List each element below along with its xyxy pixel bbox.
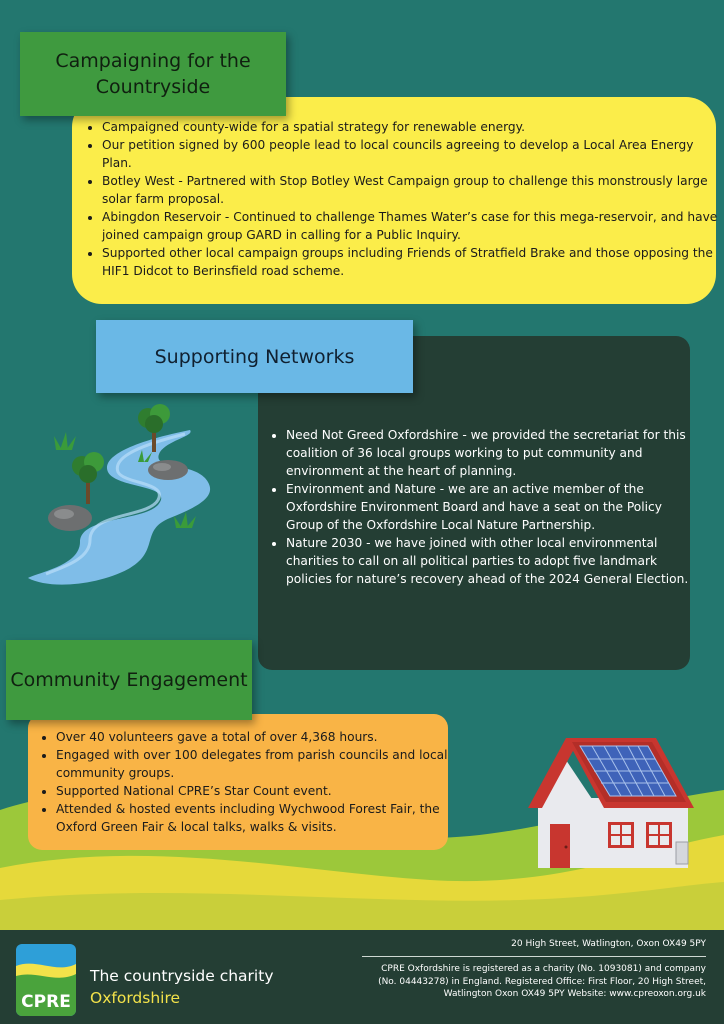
footer-divider bbox=[362, 956, 706, 957]
river-illustration bbox=[20, 400, 250, 600]
list-item: • Need Not Greed Oxfordshire - we provided the secretariat for this coalition of 36 local groups working to put community and environment at the heart of planning. bbox=[286, 426, 696, 480]
list-item: • Attended & hosted events including Wychwood Forest Fair, the Oxford Green Fair & local talks, walks & visits. bbox=[56, 800, 456, 836]
address: 20 High Street, Watlington, Oxon OX49 5PY bbox=[511, 939, 706, 949]
registration-info: CPRE Oxfordshire is registered as a charity (No. 1093081) and company (No. 04443278) in England. Registered Office: First Floor, 20 High Street, Watlington Oxon OX49 5PY Website: www.cpreoxon.org.uk bbox=[378, 964, 706, 999]
campaigning-list bbox=[88, 118, 720, 280]
tagline: The countryside charity bbox=[90, 967, 274, 985]
list-item: • Over 40 volunteers gave a total of over 4,368 hours. bbox=[56, 728, 456, 746]
rock-icon bbox=[148, 460, 188, 480]
campaigning-title: Campaigning for the Countryside bbox=[20, 32, 286, 116]
logo-text: CPRE bbox=[21, 992, 71, 1012]
networks-list bbox=[272, 426, 696, 588]
rock-icon bbox=[48, 505, 92, 531]
list-item: • Abingdon Reservoir - Continued to challenge Thames Water’s case for this mega-reservoir, and have joined campaign group GARD in calling for a Public Inquiry. bbox=[102, 208, 720, 244]
list-item: • Campaigned county-wide for a spatial strategy for renewable energy. bbox=[102, 118, 720, 136]
list-item: • Environment and Nature - we are an active member of the Oxfordshire Environment Board and have a seat on the Policy Group of the Oxfordshire Local Nature Partnership. bbox=[286, 480, 696, 534]
list-item: • Supported other local campaign groups including Friends of Stratfield Brake and those opposing the HIF1 Didcot to Berinsfield road scheme. bbox=[102, 244, 720, 280]
community-title: Community Engagement bbox=[6, 640, 252, 720]
list-item: • Our petition signed by 600 people lead to local councils agreeing to develop a Local Area Energy Plan. bbox=[102, 136, 720, 172]
list-item: • Engaged with over 100 delegates from parish councils and local community groups. bbox=[56, 746, 456, 782]
region-name: Oxfordshire bbox=[90, 989, 181, 1007]
list-item: • Botley West - Partnered with Stop Botley West Campaign group to challenge this monstrously large solar farm proposal. bbox=[102, 172, 720, 208]
list-item: • Nature 2030 - we have joined with other local environmental charities to call on all political parties to adopt five landmark policies for nature’s recovery ahead of the 2024 General Election. bbox=[286, 534, 696, 588]
community-list bbox=[42, 728, 456, 836]
list-item: • Supported National CPRE’s Star Count event. bbox=[56, 782, 456, 800]
tree-icon bbox=[72, 452, 104, 504]
house-with-solar-panels-icon bbox=[520, 732, 696, 872]
networks-title: Supporting Networks bbox=[96, 320, 413, 393]
